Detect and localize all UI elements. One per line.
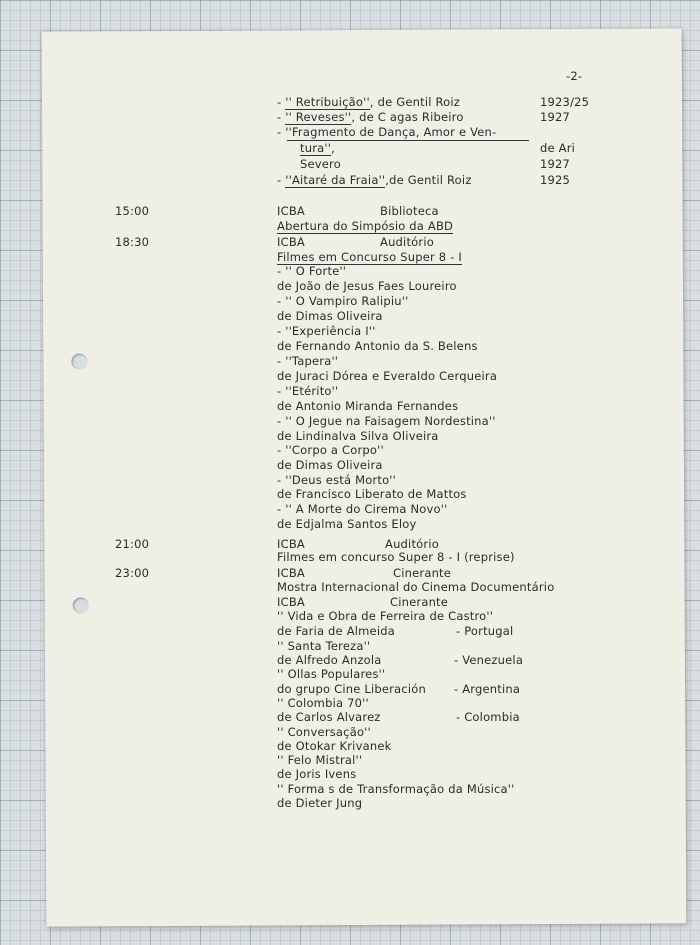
country: - Argentina — [454, 682, 521, 696]
program-line: '' Vida e Obra de Ferreira de Castro'' — [277, 609, 494, 623]
program-line: - ''Etérito'' — [277, 384, 339, 398]
program-line: '' Forma s de Transformação da Música'' — [277, 782, 515, 796]
session-place: ICBA — [277, 595, 305, 609]
film-title: '' Reveses'' — [285, 110, 352, 124]
page-number: -2- — [566, 69, 583, 83]
program-line: de Carlos Alvarez — [277, 710, 381, 724]
program-line: - ''Corpo a Corpo'' — [277, 443, 384, 457]
film-title: ''Fragmento de Dança, Amor e Ven- — [285, 125, 497, 139]
session-place: ICBA — [277, 537, 305, 551]
program-line: '' Felo Mistral'' — [277, 753, 363, 767]
session-title: Filmes em concurso Super 8 - I (reprise) — [277, 550, 515, 564]
list-item: - '' Reveses'', de C agas Ribeiro — [277, 110, 464, 124]
year: 1923/25 — [540, 95, 590, 109]
session-time: 21:00 — [115, 537, 150, 551]
program-line: de Joris Ivens — [277, 767, 357, 781]
session-time: 18:30 — [115, 235, 150, 249]
author: Severo — [300, 157, 341, 171]
session-title: Filmes em Concurso Super 8 - I — [277, 250, 462, 264]
list-item: - ''Aitaré da Fraia'',de Gentil Roiz — [277, 173, 472, 187]
list-item — [300, 157, 341, 171]
session-place: ICBA — [277, 204, 305, 218]
program-line: '' Santa Tereza'' — [277, 639, 371, 653]
list-item: - ''Fragmento de Dança, Amor e Ven- — [277, 125, 497, 139]
year: 1927 — [540, 157, 571, 171]
session-time: 23:00 — [115, 566, 150, 580]
country: - Portugal — [456, 624, 514, 638]
program-line: de Francisco Liberato de Mattos — [277, 487, 467, 501]
film-title: '' Retribuição'' — [285, 95, 370, 109]
country: - Venezuela — [454, 653, 524, 667]
session-room: Auditório — [385, 537, 439, 551]
punch-hole — [73, 597, 89, 613]
program-line: - ''Deus está Morto'' — [277, 473, 397, 487]
program-line: de Edjalma Santos Eloy — [277, 517, 417, 531]
program-line: de Antonio Miranda Fernandes — [277, 399, 459, 413]
program-line: - '' A Morte do Cirema Novo'' — [277, 502, 448, 516]
program-line: de Otokar Krivanek — [277, 739, 392, 753]
program-line: de Lindinalva Silva Oliveira — [277, 429, 439, 443]
session-title: Abertura do Simpósio da ABD — [277, 219, 454, 233]
session-time: 15:00 — [115, 204, 150, 218]
program-line: de Juraci Dórea e Everaldo Cerqueira — [277, 369, 498, 383]
program-line: de João de Jesus Faes Loureiro — [277, 279, 457, 293]
program-line: - '' O Jegue na Faisagem Nordestina'' — [277, 414, 496, 428]
program-line: '' Conversação'' — [277, 725, 371, 739]
program-line: '' Ollas Populares'' — [277, 667, 386, 681]
program-line: de Fernando Antonio da S. Belens — [277, 339, 478, 353]
program-line: de Faria de Almeida — [277, 624, 395, 638]
program-line: - ''Tapera'' — [277, 354, 339, 368]
year: 1927 — [540, 110, 571, 124]
session-place: ICBA — [277, 566, 305, 580]
program-line: do grupo Cine Liberación — [277, 682, 426, 696]
list-item: - '' Retribuição'', de Gentil Roiz — [277, 95, 461, 109]
program-line: de Alfredo Anzola — [277, 653, 382, 667]
program-line: - '' O Forte'' — [277, 264, 347, 278]
session-place: ICBA — [277, 235, 305, 249]
film-title: tura'' — [300, 141, 332, 155]
session-room: Cinerante — [390, 595, 449, 609]
session-room: Auditório — [380, 235, 434, 249]
country: - Colombia — [456, 710, 520, 724]
program-line: '' Colombia 70'' — [277, 696, 369, 710]
punch-hole — [71, 353, 87, 369]
program-line: - ''Experiência I'' — [277, 324, 376, 338]
year: 1925 — [540, 173, 571, 187]
program-line: de Dieter Jung — [277, 796, 363, 810]
session-title: Mostra Internacional do Cinema Documentário — [277, 580, 555, 594]
program-line: de Dimas Oliveira — [277, 458, 383, 472]
session-room: Biblioteca — [380, 204, 439, 218]
program-line: - '' O Vampiro Ralipiu'' — [277, 294, 409, 308]
session-room: Cinerante — [393, 566, 452, 580]
author: de Ari — [540, 141, 576, 155]
film-title: ''Aitaré da Fraia'' — [285, 173, 386, 187]
list-item: tura'', — [300, 141, 335, 155]
program-line: de Dimas Oliveira — [277, 309, 383, 323]
